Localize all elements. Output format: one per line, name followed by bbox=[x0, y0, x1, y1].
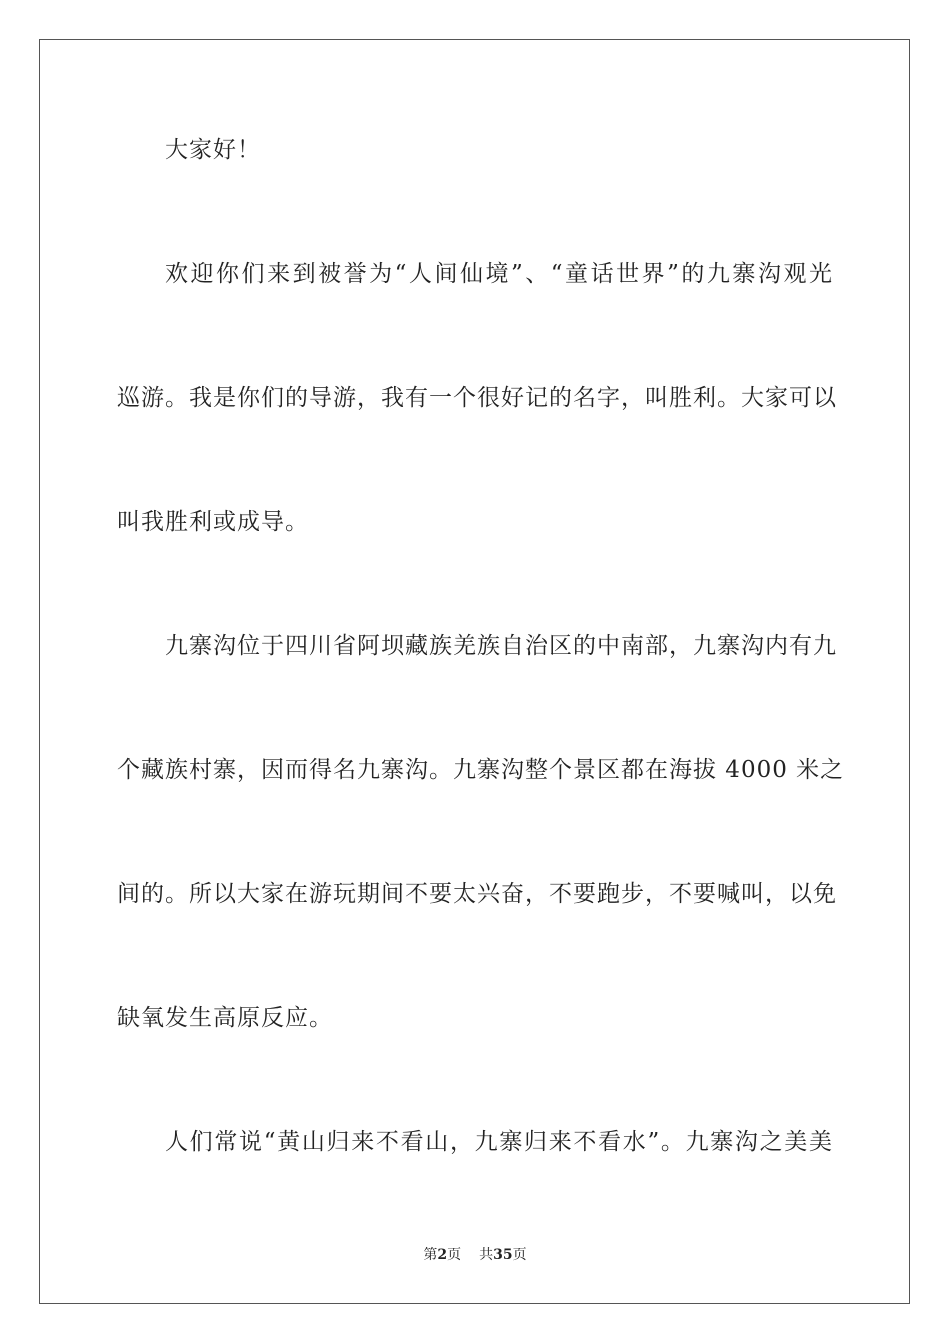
text-line-2: 欢迎你们来到被誉为“人间仙境”、“童话世界”的九寨沟观光 bbox=[165, 261, 833, 287]
total-suffix: 页 bbox=[512, 1247, 527, 1263]
page-number: 2 bbox=[437, 1247, 448, 1263]
page-border bbox=[39, 39, 910, 1304]
total-pages: 35 bbox=[493, 1247, 513, 1263]
text-line-6: 个藏族村寨，因而得名九寨沟。九寨沟整个景区都在海拔 4000 米之 bbox=[117, 757, 845, 783]
text-line-5: 九寨沟位于四川省阿坝藏族羌族自治区的中南部，九寨沟内有九 bbox=[165, 633, 837, 659]
text-line-9: 人们常说“黄山归来不看山，九寨归来不看水”。九寨沟之美美 bbox=[165, 1129, 833, 1155]
text-line-8: 缺氧发生高原反应。 bbox=[117, 1005, 333, 1031]
text-line-7: 间的。所以大家在游玩期间不要太兴奋，不要跑步，不要喊叫，以免 bbox=[117, 881, 837, 907]
text-line-1: 大家好！ bbox=[165, 137, 261, 163]
text-line-4: 叫我胜利或成导。 bbox=[117, 509, 309, 535]
total-prefix: 共 bbox=[479, 1247, 494, 1263]
page-footer bbox=[0, 1246, 950, 1264]
text-line-3: 巡游。我是你们的导游，我有一个很好记的名字，叫胜利。大家可以 bbox=[117, 385, 837, 411]
page-suffix: 页 bbox=[447, 1247, 462, 1263]
page-prefix: 第 bbox=[423, 1247, 438, 1263]
